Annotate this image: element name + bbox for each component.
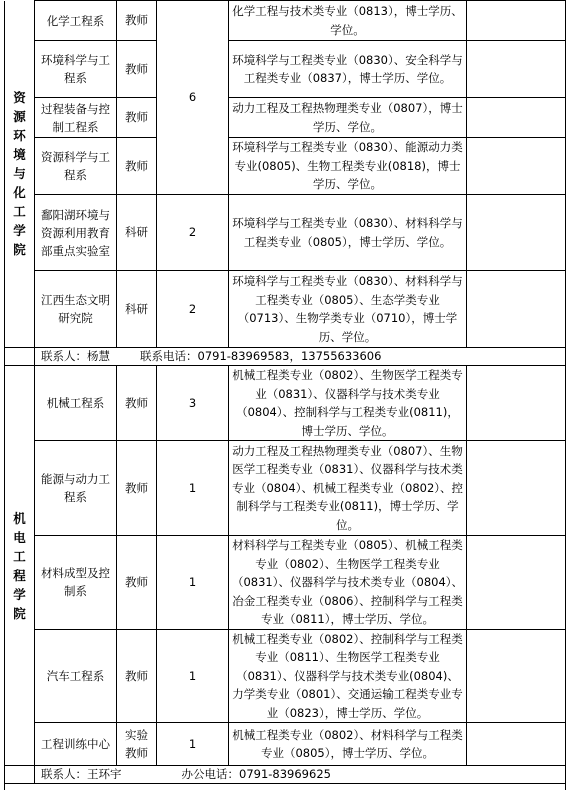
note-cell — [467, 366, 566, 441]
type-cell: 教师 — [117, 1, 157, 41]
table-row — [5, 138, 566, 195]
major-cell: 环境科学与工程类专业（0830）、安全科学与工程类专业（0837），博士学历、学位。 — [229, 41, 467, 98]
count-cell: 3 — [157, 366, 229, 441]
major-cell: 化学工程与技术类专业（0813），博士学历、学位。 — [229, 1, 467, 41]
major-cell: 材料科学与工程类专业（0805）、机械工程类专业（0802）、生物医学工程类专业（0831）、仪器科学与技术类专业（0804）、冶金工程类专业（0806）、控制科学与工程类专业（0811），博士学历、学位。 — [229, 536, 467, 630]
note-cell — [467, 536, 566, 630]
contact-phone: 办公电话：0791-83969625 — [181, 767, 331, 781]
college-name: 资源环境与化工学院 — [13, 90, 26, 258]
major-cell: 机械工程类专业（0802）、材料科学与工程类专业（0805），博士学历、学位。 — [229, 723, 467, 766]
table-row — [5, 441, 566, 536]
note-cell — [467, 1, 566, 41]
dept-cell: 机械工程系 — [35, 366, 117, 441]
dept-cell: 化学工程系 — [35, 1, 117, 41]
major-cell: 动力工程及工程热物理类专业（0807），博士学历、学位。 — [229, 98, 467, 138]
contact-row — [5, 766, 566, 784]
note-cell — [467, 138, 566, 195]
contact-spacer — [5, 766, 35, 784]
count-cell: 1 — [157, 441, 229, 536]
type-cell: 科研 — [117, 271, 157, 348]
table-row — [5, 366, 566, 441]
dept-cell: 资源科学与工程系 — [35, 138, 117, 195]
contact-cell — [35, 766, 566, 784]
major-cell: 环境科学与工程类专业（0830）、能源动力类专业(0805)、生物工程类专业(0818)，博士学历、学位。 — [229, 138, 467, 195]
table-row — [5, 98, 566, 138]
dept-cell: 能源与动力工程系 — [35, 441, 117, 536]
table-row — [5, 723, 566, 766]
college-cell — [5, 1, 35, 348]
dept-cell: 江西生态文明研究院 — [35, 271, 117, 348]
recruitment-table — [4, 0, 566, 790]
type-cell: 教师 — [117, 629, 157, 723]
contact-phone: 联系电话：0791-83969583，13755633606 — [140, 349, 382, 363]
table-row — [5, 195, 566, 271]
major-cell: 环境科学与工程类专业（0830）、材料科学与工程类专业（0805），博士学历、学位。 — [229, 195, 467, 271]
note-cell — [467, 723, 566, 766]
type-cell: 教师 — [117, 41, 157, 98]
major-cell: 环境科学与工程类专业（0830）、材料科学与工程类专业（0805）、生态学类专业（0713）、生物学类专业（0710），博士学历、学位。 — [229, 271, 467, 348]
type-cell: 实验教师 — [117, 723, 157, 766]
count-cell: 6 — [157, 1, 229, 195]
type-cell: 教师 — [117, 138, 157, 195]
note-cell — [467, 41, 566, 98]
table-row — [5, 536, 566, 630]
college-name: 机电工程学院 — [13, 510, 26, 621]
type-cell: 教师 — [117, 98, 157, 138]
note-cell — [467, 98, 566, 138]
type-cell: 教师 — [117, 441, 157, 536]
type-cell: 科研 — [117, 195, 157, 271]
type-cell: 教师 — [117, 536, 157, 630]
dept-cell: 过程装备与控制工程系 — [35, 98, 117, 138]
count-cell: 1 — [157, 536, 229, 630]
note-cell — [467, 271, 566, 348]
count-cell: 1 — [157, 629, 229, 723]
count-cell: 2 — [157, 271, 229, 348]
major-cell: 机械工程类专业（0802）、生物医学工程类专业（0831）、仪器科学与技术类专业（0804）、控制科学与工程类专业(0811)，博士学历、学位。 — [229, 366, 467, 441]
contact-row — [5, 348, 566, 366]
contact-person: 联系人：王环宇 — [41, 767, 122, 781]
contact-person: 联系人：杨慧 — [41, 349, 110, 363]
college-cell — [5, 366, 35, 766]
dept-cell: 鄱阳湖环境与资源利用教育部重点实验室 — [35, 195, 117, 271]
table-row — [5, 41, 566, 98]
type-cell: 教师 — [117, 366, 157, 441]
major-cell: 动力工程及工程热物理类专业（0807）、生物医学工程类专业（0831）、仪器科学与技术类专业（0804）、机械工程类专业（0802）、控制科学与工程类专业(0811)，博士学历、学位。 — [229, 441, 467, 536]
table-row — [5, 629, 566, 723]
contact-cell — [35, 348, 566, 366]
dept-cell: 汽车工程系 — [35, 629, 117, 723]
major-cell: 机械工程类专业（0802）、控制科学与工程类专业（0811）、生物医学工程类专业（0831）、仪器科学与技术类专业(0804)、力学类专业（0801）、交通运输工程类专业专业（0823），博士学历、学位。 — [229, 629, 467, 723]
note-cell — [467, 629, 566, 723]
note-cell — [467, 195, 566, 271]
dept-cell: 材料成型及控制系 — [35, 536, 117, 630]
note-cell — [467, 441, 566, 536]
dept-cell: 环境科学与工程系 — [35, 41, 117, 98]
dept-cell: 工程训练中心 — [35, 723, 117, 766]
count-cell: 2 — [157, 195, 229, 271]
tail-cell — [5, 784, 566, 791]
table-row — [5, 1, 566, 41]
contact-spacer — [5, 348, 35, 366]
table-row — [5, 271, 566, 348]
table-tail-row — [5, 784, 566, 791]
count-cell: 1 — [157, 723, 229, 766]
